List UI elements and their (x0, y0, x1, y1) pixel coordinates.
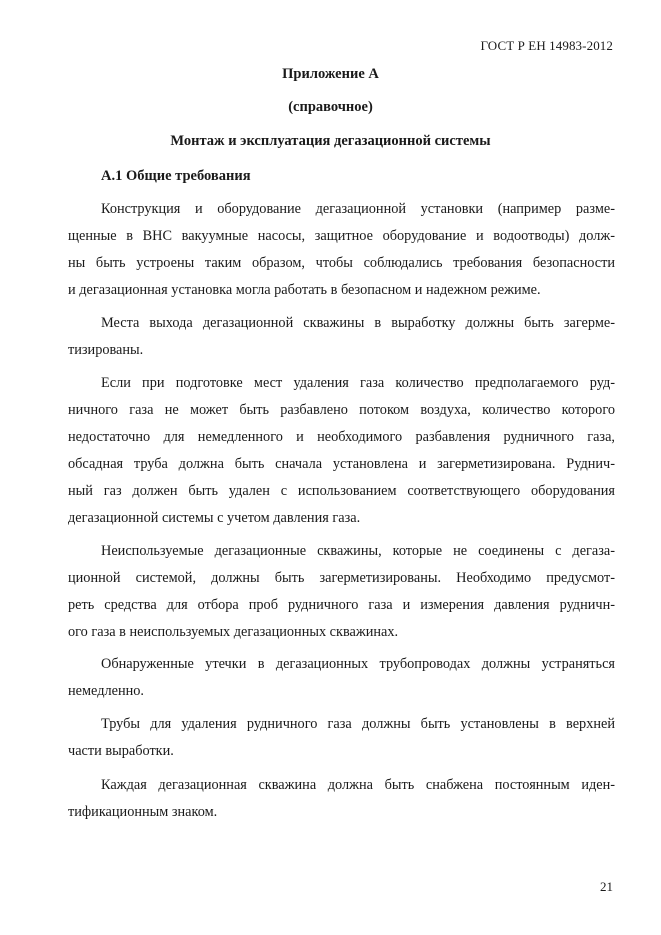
paragraph (68, 196, 615, 304)
section-heading: А.1 Общие требования (101, 168, 251, 184)
paragraph-line: реть средства для отбора проб рудничного газа и измерения давления рудничн- (68, 597, 615, 613)
appendix-title: Приложение А (282, 66, 379, 82)
page-number: 21 (600, 879, 613, 894)
paragraph-line: недостаточно для немедленного и необходимого разбавления рудничного газа, (68, 429, 615, 445)
paragraph-line: ничного газа не может быть разбавлено потоком воздуха, количество которого (68, 402, 615, 418)
standard-code: ГОСТ Р ЕН 14983-2012 (480, 38, 613, 53)
paragraph-line: Каждая дегазационная скважина должна быть снабжена постоянным иден- (101, 777, 615, 793)
paragraph-line: Места выхода дегазационной скважины в выработку должны быть загерме- (101, 315, 615, 331)
appendix-heading: Монтаж и эксплуатация дегазационной системы (170, 133, 491, 149)
paragraph-line: части выработки. (68, 743, 174, 759)
paragraph (68, 370, 615, 532)
paragraph (68, 538, 615, 646)
paragraph-line: Если при подготовке мест удаления газа количество предполагаемого руд- (101, 375, 615, 391)
paragraph (68, 772, 615, 826)
paragraph-line: ны быть устроены таким образом, чтобы соблюдались требования безопасности (68, 255, 615, 271)
paragraph-line: ционной системой, должны быть загерметизированы. Необходимо предусмот- (68, 570, 615, 586)
paragraph-line: Конструкция и оборудование дегазационной установки (например разме- (101, 201, 615, 217)
paragraph-line: Обнаруженные утечки в дегазационных трубопроводах должны устраняться (101, 656, 615, 672)
paragraph-line: обсадная труба должна быть сначала установлена и загерметизирована. Руднич- (68, 456, 615, 472)
paragraph-line: тификационным знаком. (68, 804, 218, 820)
paragraph-line: и дегазационная установка могла работать в безопасном и надежном режиме. (68, 282, 541, 298)
appendix-type: (справочное) (288, 99, 373, 115)
paragraph (68, 310, 615, 364)
paragraph-line: ого газа в неиспользуемых дегазационных скважинах. (68, 624, 399, 640)
paragraph (68, 711, 615, 765)
paragraph-line: щенные в ВНС вакуумные насосы, защитное оборудование и водоотводы) долж- (68, 228, 615, 244)
paragraph-line: Трубы для удаления рудничного газа должны быть установлены в верхней (101, 716, 615, 732)
paragraph (68, 651, 615, 705)
paragraph-line: тизированы. (68, 342, 144, 358)
paragraph-line: немедленно. (68, 683, 144, 699)
paragraph-line: дегазационной системы с учетом давления газа. (68, 510, 361, 526)
paragraph-line: Неиспользуемые дегазационные скважины, которые не соединены с дегаза- (101, 543, 615, 559)
paragraph-line: ный газ должен быть удален с использованием соответствующего оборудования (68, 483, 615, 499)
